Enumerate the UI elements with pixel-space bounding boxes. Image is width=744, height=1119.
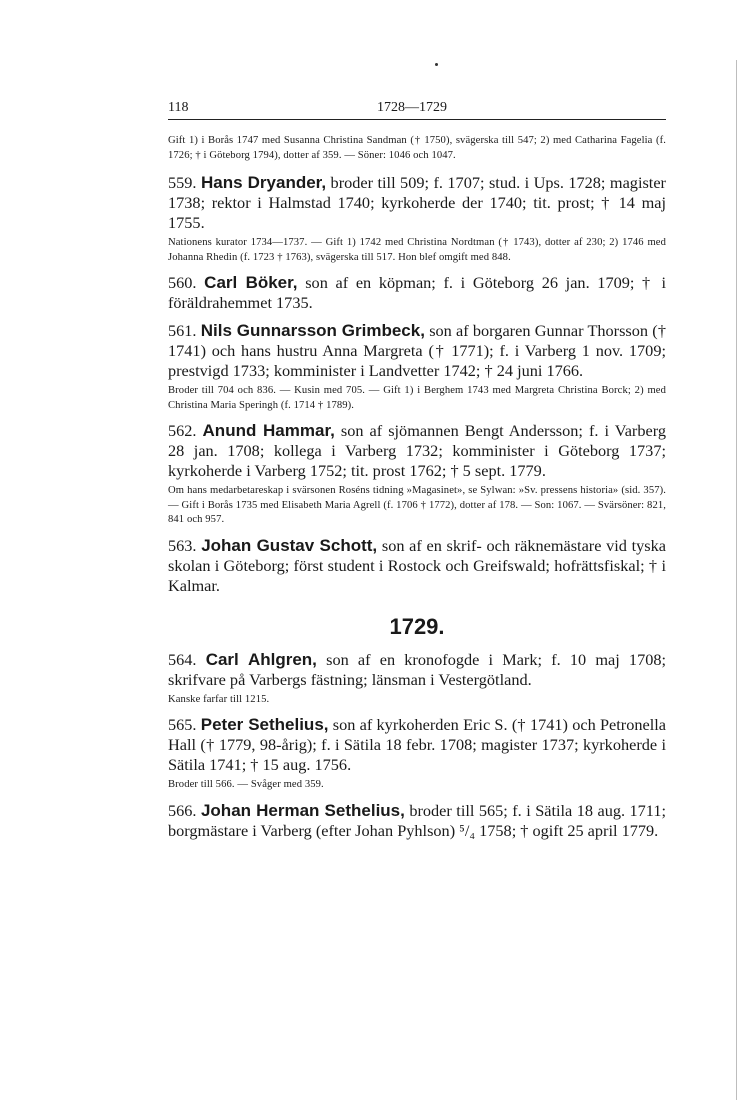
entry-note: Broder till 704 och 836. — Kusin med 705. — Gift 1) i Berghem 1743 med Margreta Christina Borck; 2) med Christina Maria Speringh (f. 1714 † 1789). <box>168 385 666 411</box>
entry-name: Hans Dryander, <box>200 173 327 192</box>
entry-562 <box>168 421 666 528</box>
entry-main <box>168 273 666 313</box>
entry-number: 562. <box>168 421 197 440</box>
entry-main <box>168 715 666 775</box>
entry-566 <box>168 801 666 841</box>
running-header <box>168 100 666 120</box>
entry-name: Nils Gunnarsson Grimbeck, <box>200 321 425 340</box>
entry-number: 566. <box>168 800 197 820</box>
entry-name: Carl Ahlgren, <box>205 649 317 669</box>
entry-number: 563. <box>168 535 197 555</box>
entry-565 <box>168 715 666 793</box>
entry-text: son af borgaren Gunnar Thorsson († 1741) och hans hustru Anna Margreta († 1771); f. i Varberg 1 nov. 1709; prestvigd 1733; komminister i Landvetter 1742; † 24 juni 1766. <box>168 321 666 380</box>
entry-text: broder till 509; f. 1707; stud. i Ups. 1728; magister 1738; rektor i Halmstad 1740; kyrkoherde der 1740; tit. prost; † 14 maj 1755. <box>168 173 666 232</box>
intro-note: Gift 1) i Borås 1747 med Susanna Christina Sandman († 1750), svägerska till 547; 2) med Catharina Fagelia (f. 1726; † i Göteborg 1794), dotter af 359. — Söner: 1046 och 1047. <box>168 135 666 161</box>
page <box>168 100 666 844</box>
entry-main <box>168 321 666 381</box>
year-range: 1728—1729 <box>377 100 447 115</box>
entry-number: 564. <box>168 649 197 669</box>
entry-main <box>168 801 666 841</box>
entry-main <box>168 536 666 596</box>
entry-560 <box>168 273 666 313</box>
entry-563 <box>168 536 666 596</box>
entry-name: Johan Herman Sethelius, <box>200 800 405 820</box>
year-heading: 1729. <box>389 613 445 639</box>
entry-name: Anund Hammar, <box>202 421 335 440</box>
entry-561 <box>168 321 666 413</box>
entry-number: 560. <box>168 273 197 292</box>
entry-text: broder till 565; f. i Sätila 18 aug. 1711; borgmästare i Varberg (efter Johan Pyhlson) ⁵/₄ 1758; † ogift 25 april 1779. <box>168 800 666 840</box>
entry-text: son af kyrkoherden Eric S. († 1741) och Petronella Hall († 1779, 98-årig); f. i Sätila 18 febr. 1708; magister 1737; kyrkoherde i Sätila 1741; † 15 aug. 1756. <box>168 715 666 774</box>
entry-main <box>168 173 666 233</box>
entry-text: son af en kronofogde i Mark; f. 10 maj 1708; skrifvare på Varbergs fästning; länsman i Vestergötland. <box>168 649 667 689</box>
entry-number: 559. <box>168 173 197 192</box>
entry-note: Om hans medarbetareskap i svärsonen Roséns tidning »Magasinet», se Sylwan: »Sv. pressens historia» (sid. 357). — Gift i Borås 1735 med Elisabeth Maria Agrell (f. 1706 † 1772), dotter af 178. — Son: 1067. — Svärsöner: 821, 841 och 957. <box>168 485 666 525</box>
entry-name: Peter Sethelius, <box>200 715 329 734</box>
entry-number: 561. <box>168 321 197 340</box>
entry-name: Johan Gustav Schott, <box>201 535 378 555</box>
entry-number: 565. <box>168 715 197 734</box>
entry-text: son af sjömannen Bengt Andersson; f. i Varberg 28 jan. 1708; kollega i Varberg 1732; komminister i Göteborg 1737; kyrkoherde i Varberg 1752; tit. prost 1762; † 5 sept. 1779. <box>168 421 666 480</box>
entry-main <box>168 421 666 481</box>
entry-name: Carl Böker, <box>204 273 298 292</box>
entry-text: son af en skrif- och räknemästare vid tyska skolan i Göteborg; först student i Rostock och Greifswald; hofrättsfiskal; † i Kalmar. <box>168 535 666 595</box>
entry-note: Broder till 566. — Svåger med 359. <box>168 779 324 790</box>
speck <box>435 63 438 66</box>
entry-note: Kanske farfar till 1215. <box>168 693 270 705</box>
entry-note: Nationens kurator 1734—1737. — Gift 1) 1742 med Christina Nordtman († 1743), dotter af 230; 2) 1746 med Johanna Rhedin (f. 1723 † 1763), svägerska till 517. Hon blef omgift med 848. <box>168 237 666 263</box>
entry-main <box>168 650 666 690</box>
entry-564 <box>168 650 666 708</box>
entry-559 <box>168 173 666 265</box>
page-number: 118 <box>168 100 189 115</box>
page-edge <box>736 60 737 1100</box>
entry-text: son af en köpman; f. i Göteborg 26 jan. 1709; † i föräldrahemmet 1735. <box>168 273 666 312</box>
